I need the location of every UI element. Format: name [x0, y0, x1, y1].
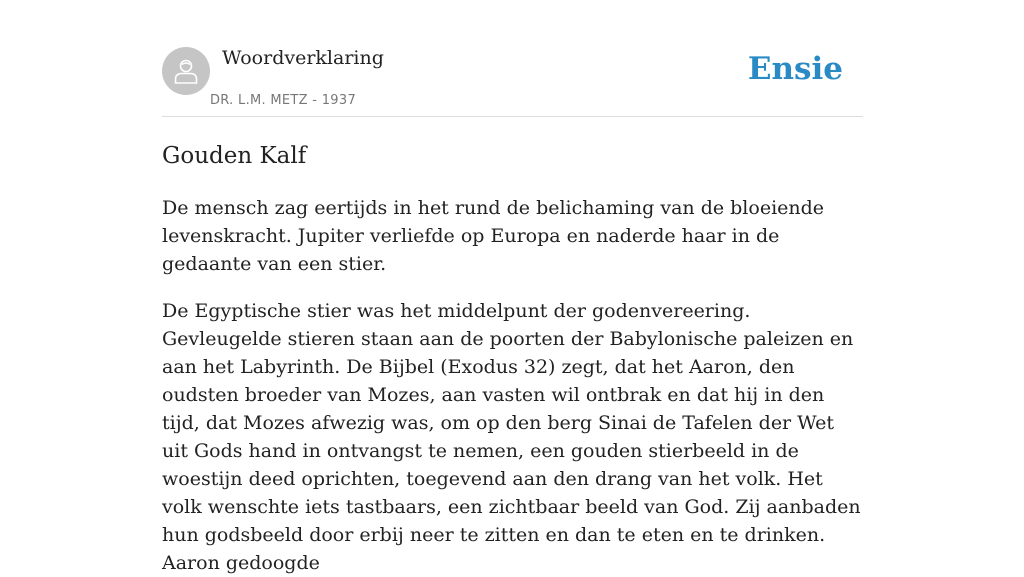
author-line[interactable]: DR. L.M. METZ - 1937	[210, 93, 357, 108]
entry-title: Gouden Kalf	[162, 143, 307, 169]
brand-logo[interactable]: Ensie	[747, 51, 843, 87]
user-icon	[171, 56, 201, 86]
avatar[interactable]	[162, 47, 210, 95]
page-header	[162, 0, 863, 117]
source-title[interactable]: Woordverklaring	[222, 47, 384, 69]
page	[162, 0, 863, 574]
article-paragraph: De Egyptische stier was het middelpunt der godenvereering. Gevleugelde stieren staan aan de poorten der Babylonische paleizen en aan het Labyrinth. De Bijbel (Exodus 32) zegt, dat het Aaron, den oudsten broeder van Mozes, aan vasten wil ontbrak en dat hij in den tijd, dat Mozes afwezig was, om op den berg Sinai de Tafelen der Wet uit Gods hand in ontvangst te nemen, een gouden stierbeeld in de woestijn deed oprichten, toegevend aan den drang van het volk. Het volk wenschte iets tastbaars, een zichtbaar beeld van God. Zij aanbaden hun godsbeeld door erbij neer te zitten en dan te eten en te drinken. Aaron gedoogde	[162, 300, 861, 574]
article-paragraph: De mensch zag eertijds in het rund de belichaming van de bloeiende levenskracht. Jupiter verliefde op Europa en naderde haar in de gedaante van een stier.	[162, 197, 825, 275]
